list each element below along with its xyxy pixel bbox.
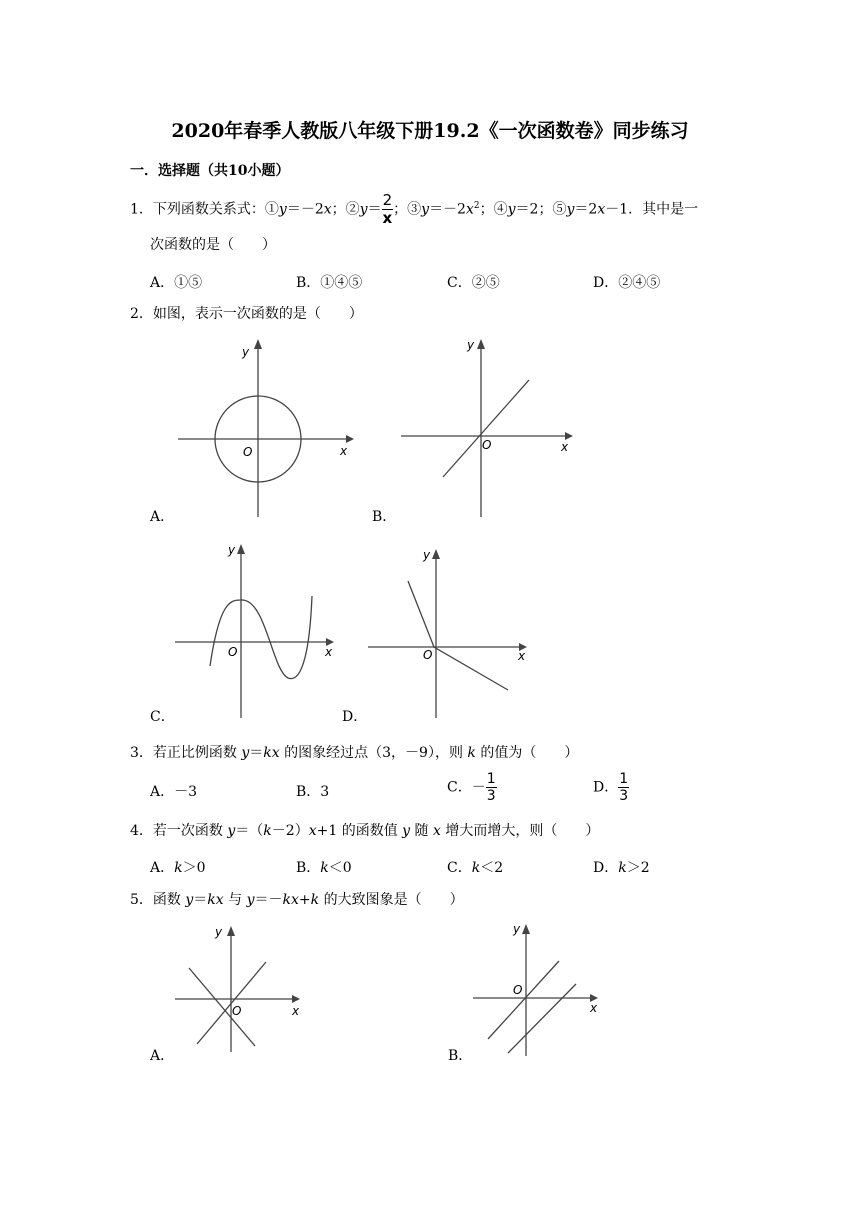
q2-option-b[interactable]: B． [372,509,397,525]
question-2: 2．如图，表示一次函数的是（ ） [130,306,363,322]
q2-option-c[interactable]: C． [150,709,175,725]
q2-graph-d-polyline [363,543,533,723]
q4-option-c[interactable]: C．k＜2 [447,860,504,876]
q5-option-a[interactable]: A． [150,1048,175,1064]
x-axis-label: x [325,645,333,659]
question-3: 3．若正比例函数 y＝kx 的图象经过点（3，－9），则 k 的值为（ ） [130,745,579,761]
x-axis-label: x [590,1001,598,1015]
origin-label: O [228,645,238,659]
y-axis-label: y [467,338,475,352]
q1-option-b[interactable]: B．①④⑤ [296,275,363,291]
q5-option-b[interactable]: B． [448,1048,473,1064]
q1-number: 1． [130,201,153,218]
question-1-line-2: 次函数的是（ ） [150,237,276,253]
q3-option-c[interactable]: C．－ $\frac{1}{3}$ [447,771,496,804]
origin-label: O [243,445,253,459]
y-axis-label: y [242,345,250,359]
x-axis-label: x [518,649,526,663]
q3-option-b[interactable]: B．3 [296,784,330,800]
y-axis-label: y [513,922,521,936]
origin-label: O [513,983,523,997]
q5-graph-b-parallel-lines [468,918,608,1060]
section-heading: 一．选择题（共10小题） [130,163,290,179]
origin-label: O [423,648,433,662]
y-axis-label: y [215,925,223,939]
q5-graph-a-crossing-lines [170,920,310,1055]
question-1: 1．下列函数关系式：①y＝－2x；②y＝ $\frac{2}{x}$ ；$③y=-2x^2$；④y＝2；⑤y＝2x－1．其中是一 [130,191,699,227]
origin-label: O [232,1004,242,1018]
q4-option-d[interactable]: D．k＞2 [593,860,650,876]
origin-label: O [482,438,492,452]
question-5: 5．函数 y＝kx 与 y＝－kx+k 的大致图象是（ ） [130,892,464,908]
question-4: 4．若一次函数 y＝（k－2）x+1 的函数值 y 随 x 增大而增大，则（ ） [130,823,600,839]
q2-graph-c-curve [170,538,340,723]
q3-option-d[interactable]: D． $\frac{1}{3}$ [593,771,629,804]
x-axis-label: x [340,444,348,458]
q2-graph-b-line [395,335,585,525]
q1-option-d[interactable]: D．②④⑤ [593,275,661,291]
q2-option-d[interactable]: D． [342,709,368,725]
q2-graph-a-circle [170,335,360,525]
q1-fraction: $\frac{2}{x}$ [382,191,393,227]
q1-option-a[interactable]: A．①⑤ [150,275,203,291]
x-axis-label: x [561,440,569,454]
y-axis-label: y [423,548,431,562]
x-axis-label: x [292,1004,300,1018]
document-title: 2020年春季人教版八年级下册19.2《一次函数卷》同步练习 [171,120,689,142]
q2-option-a[interactable]: A． [150,509,175,525]
q1-option-c[interactable]: C．②⑤ [447,275,500,291]
y-axis-label: y [228,543,236,557]
q4-option-a[interactable]: A．k＞0 [150,860,206,876]
q3-option-a[interactable]: A．－3 [150,784,198,800]
q4-option-b[interactable]: B．k＜0 [296,860,352,876]
